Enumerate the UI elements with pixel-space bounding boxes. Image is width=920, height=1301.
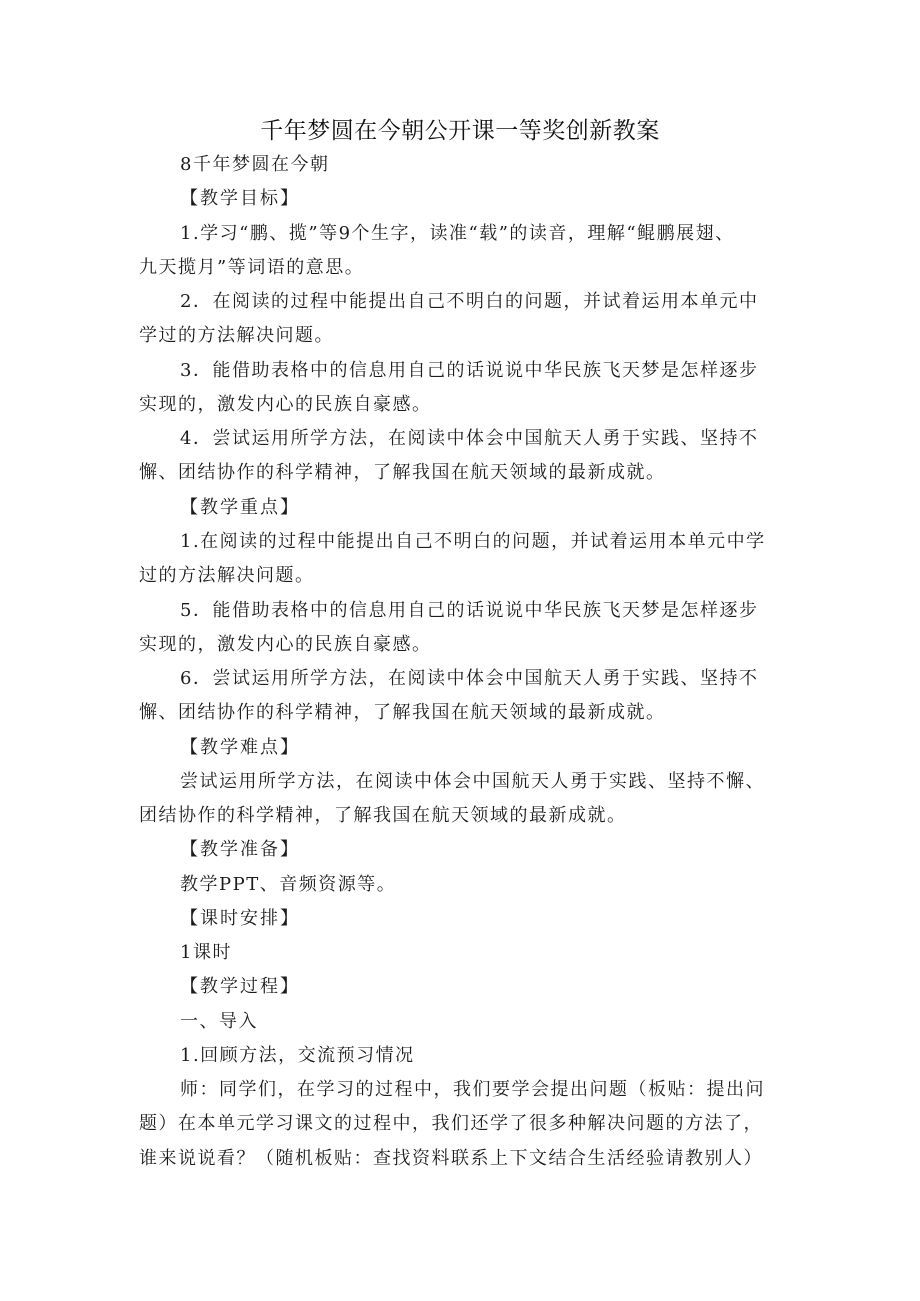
difficulty-line-2: 团结协作的科学精神，了解我国在航天领域的最新成就。 bbox=[139, 805, 627, 826]
lesson-title: 8千年梦圆在今朝 bbox=[180, 154, 330, 175]
document-title: 千年梦圆在今朝公开课一等奖创新教案 bbox=[260, 118, 660, 144]
process-step-intro: 一、导入 bbox=[180, 1011, 258, 1032]
teacher-speech-line-3: 谁来说说看？（随机板贴：查找资料联系上下文结合生活经验请教别人） bbox=[139, 1148, 763, 1169]
section-heading-difficulties: 【教学难点】 bbox=[180, 737, 300, 758]
key-point-5-line-2: 实现的，激发内心的民族自豪感。 bbox=[139, 634, 432, 655]
objective-1-line-1: 1.学习“鹏、揽”等9个生字，读准“载”的读音，理解“鲲鹏展翅、 bbox=[180, 223, 735, 244]
objective-2-line-2: 学过的方法解决问题。 bbox=[139, 325, 334, 346]
objective-3-line-1: 3．能借助表格中的信息用自己的话说说中华民族飞天梦是怎样逐步 bbox=[180, 360, 759, 381]
process-substep-1: 1.回顾方法，交流预习情况 bbox=[180, 1045, 415, 1066]
section-heading-process: 【教学过程】 bbox=[180, 976, 300, 997]
teacher-speech-line-1: 师：同学们，在学习的过程中，我们要学会提出问题（板贴：提出问 bbox=[180, 1079, 765, 1100]
key-point-1-line-2: 过的方法解决问题。 bbox=[139, 565, 315, 586]
key-point-6-line-2: 懈、团结协作的科学精神，了解我国在航天领域的最新成就。 bbox=[139, 702, 666, 723]
schedule-text: 1课时 bbox=[180, 942, 232, 963]
key-point-5-line-1: 5．能借助表格中的信息用自己的话说说中华民族飞天梦是怎样逐步 bbox=[180, 600, 759, 621]
section-heading-schedule: 【课时安排】 bbox=[180, 908, 300, 929]
section-heading-preparation: 【教学准备】 bbox=[180, 839, 300, 860]
difficulty-line-1: 尝试运用所学方法，在阅读中体会中国航天人勇于实践、坚持不懈、 bbox=[180, 771, 765, 792]
objective-3-line-2: 实现的，激发内心的民族自豪感。 bbox=[139, 394, 432, 415]
objective-1-line-2: 九天揽月”等词语的意思。 bbox=[139, 257, 365, 278]
objective-4-line-1: 4．尝试运用所学方法，在阅读中体会中国航天人勇于实践、坚持不 bbox=[180, 428, 759, 449]
objective-4-line-2: 懈、团结协作的科学精神，了解我国在航天领域的最新成就。 bbox=[139, 462, 666, 483]
teacher-speech-line-2: 题）在本单元学习课文的过程中，我们还学了很多种解决问题的方法了， bbox=[139, 1113, 763, 1134]
section-heading-key-points: 【教学重点】 bbox=[180, 497, 300, 518]
preparation-text: 教学PPT、音频资源等。 bbox=[180, 874, 397, 895]
key-point-6-line-1: 6．尝试运用所学方法，在阅读中体会中国航天人勇于实践、坚持不 bbox=[180, 668, 759, 689]
section-heading-objectives: 【教学目标】 bbox=[180, 188, 300, 209]
key-point-1-line-1: 1.在阅读的过程中能提出自己不明白的问题，并试着运用本单元中学 bbox=[180, 531, 766, 552]
objective-2-line-1: 2．在阅读的过程中能提出自己不明白的问题，并试着运用本单元中 bbox=[180, 291, 759, 312]
